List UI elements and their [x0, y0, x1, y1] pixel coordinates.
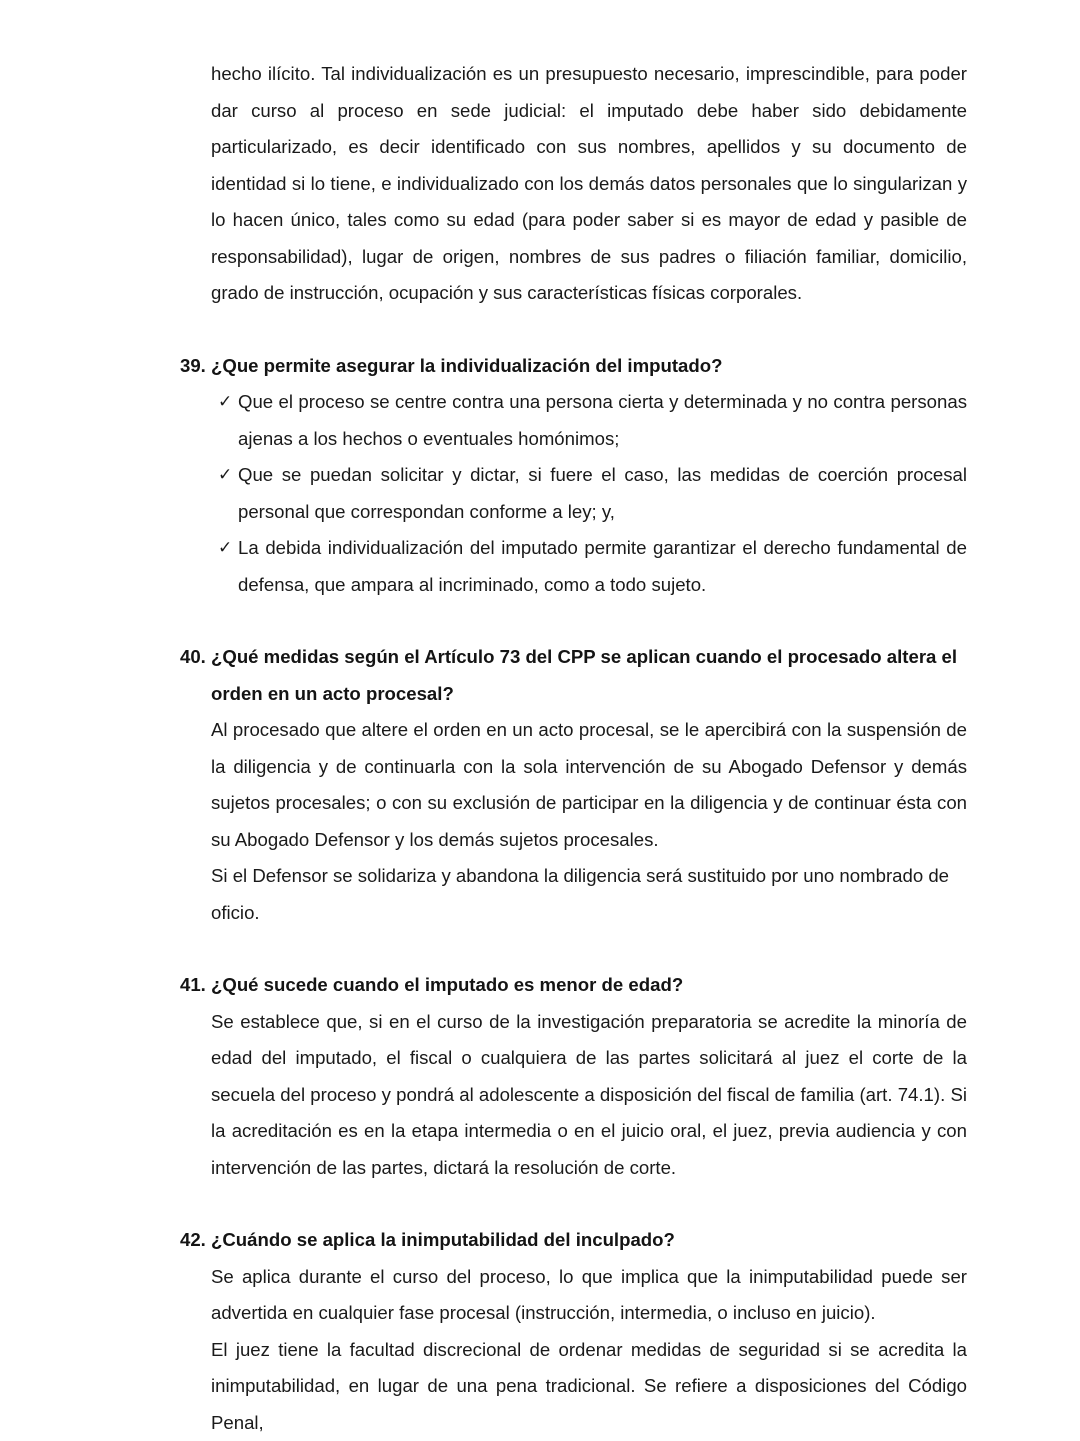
answer-paragraph: Si el Defensor se solidariza y abandona la diligencia será sustituido por uno nombrado de oficio. [211, 858, 967, 931]
answer-paragraph: Se establece que, si en el curso de la investigación preparatoria se acredite la minoría de edad del imputado, el fiscal o cualquiera de las partes solicitará al juez el corte de la secuela del proceso y pondrá al adolescente a disposición del fiscal de familia (art. 74.1). Si la acreditación es en la etapa intermedia o en el juicio oral, el juez, previa audiencia y con intervención de las partes, dictará la resolución de corte. [211, 1004, 967, 1187]
section-spacer [180, 931, 967, 967]
question-text-39: ¿Que permite asegurar la individualización del imputado? [211, 355, 722, 376]
list-item [180, 457, 967, 530]
answer-paragraph: Al procesado que altere el orden en un acto procesal, se le apercibirá con la suspensión de la diligencia y de continuarla con la sola intervención de su Abogado Defensor y demás sujetos procesales; o con su exclusión de participar en la diligencia y de continuar ésta con su Abogado Defensor y los demás sujetos procesales. [211, 712, 967, 858]
question-text-40: ¿Qué medidas según el Artículo 73 del CPP se aplican cuando el procesado altera el orden en un acto procesal? [211, 646, 957, 704]
list-item-text: Que el proceso se centre contra una persona cierta y determinada y no contra personas ajenas a los hechos o eventuales homónimos; [238, 391, 967, 449]
question-number-42: 42. [180, 1222, 211, 1259]
question-item-41 [180, 967, 967, 1186]
question-text-42: ¿Cuándo se aplica la inimputabilidad del inculpado? [211, 1229, 675, 1250]
checklist-39 [180, 384, 967, 603]
question-item-39 [180, 348, 967, 604]
check-icon: ✓ [218, 384, 232, 421]
answer-paragraph: Se aplica durante el curso del proceso, lo que implica que la inimputabilidad puede ser advertida en cualquier fase procesal (instrucción, intermedia, o incluso en juicio). [211, 1259, 967, 1332]
question-item-42 [180, 1222, 967, 1441]
check-icon: ✓ [218, 457, 232, 494]
list-item [180, 384, 967, 457]
question-number-39: 39. [180, 348, 211, 385]
section-spacer [180, 312, 967, 348]
question-heading-39 [180, 348, 967, 385]
list-item-text: Que se puedan solicitar y dictar, si fuere el caso, las medidas de coerción procesal personal que correspondan conforme a ley; y, [238, 464, 967, 522]
section-spacer [180, 1186, 967, 1222]
section-spacer [180, 603, 967, 639]
list-item-text: La debida individualización del imputado permite garantizar el derecho fundamental de defensa, que ampara al incriminado, como a todo sujeto. [238, 537, 967, 595]
question-heading-41 [180, 967, 967, 1004]
question-number-40: 40. [180, 639, 211, 676]
question-heading-40 [180, 639, 967, 712]
question-heading-42 [180, 1222, 967, 1259]
question-text-41: ¿Qué sucede cuando el imputado es menor de edad? [211, 974, 683, 995]
list-item [180, 530, 967, 603]
check-icon: ✓ [218, 530, 232, 567]
intro-paragraph: hecho ilícito. Tal individualización es un presupuesto necesario, imprescindible, para poder dar curso al proceso en sede judicial: el imputado debe haber sido debidamente particularizado, es decir identificado con sus nombres, apellidos y su documento de identidad si lo tiene, e individualizado con los demás datos personales que lo singularizan y lo hacen único, tales como su edad (para poder saber si es mayor de edad y pasible de responsabilidad), lugar de origen, nombres de sus padres o filiación familiar, domicilio, grado de instrucción, ocupación y sus características físicas corporales. [211, 56, 967, 312]
question-number-41: 41. [180, 967, 211, 1004]
question-item-40 [180, 639, 967, 931]
answer-paragraph: El juez tiene la facultad discrecional de ordenar medidas de seguridad si se acredita la inimputabilidad, en lugar de una pena tradicional. Se refiere a disposiciones del Código Penal, [211, 1332, 967, 1441]
